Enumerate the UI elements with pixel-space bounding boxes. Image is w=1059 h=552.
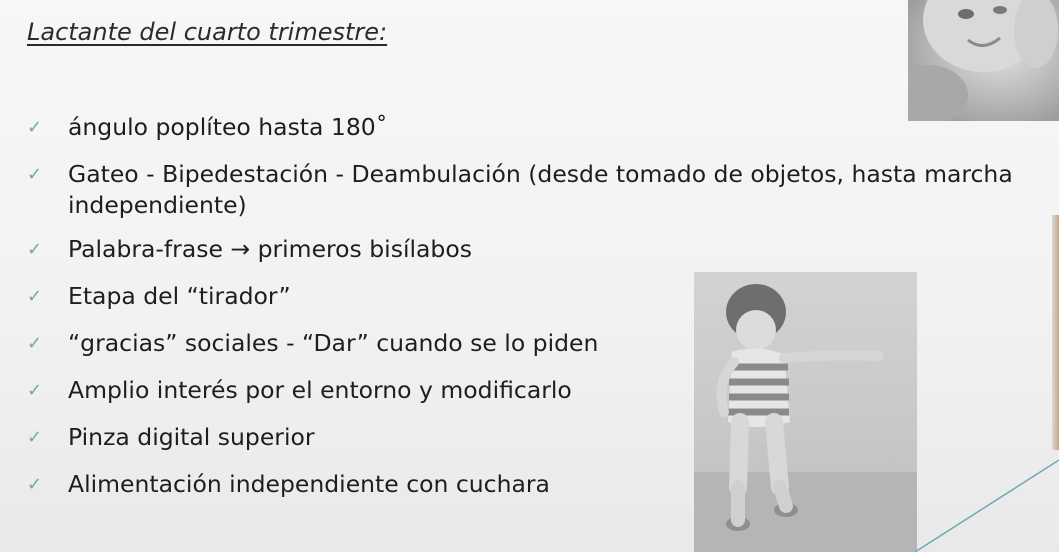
toddler-walking-photo <box>694 272 917 552</box>
list-item <box>27 234 1047 265</box>
checkmark-icon: ✓ <box>27 380 43 401</box>
decorative-accent-line <box>915 440 1059 552</box>
checkmark-icon: ✓ <box>27 117 43 138</box>
checkmark-icon: ✓ <box>27 286 43 307</box>
slide-title: Lactante del cuarto trimestre: <box>27 18 388 46</box>
list-item-text: Amplio interés por el entorno y modificarlo <box>68 376 572 404</box>
list-item <box>27 159 1047 221</box>
list-item-text: ángulo poplíteo hasta 180˚ <box>68 113 388 141</box>
checkmark-icon: ✓ <box>27 164 43 185</box>
list-item-text: Pinza digital superior <box>68 423 315 451</box>
list-item-text: Gateo - Bipedestación - Deambulación (desde tomado de objetos, hasta marcha independiente) <box>68 160 1013 219</box>
list-item-text: “gracias” sociales - “Dar” cuando se lo piden <box>68 329 599 357</box>
baby-photo-top <box>908 0 1059 121</box>
photo-edge-strip <box>1052 215 1059 450</box>
list-item-text: Etapa del “tirador” <box>68 282 291 310</box>
checkmark-icon: ✓ <box>27 427 43 448</box>
list-item <box>27 112 1047 143</box>
checkmark-icon: ✓ <box>27 333 43 354</box>
list-item-text: Palabra-frase → primeros bisílabos <box>68 235 472 263</box>
checkmark-icon: ✓ <box>27 239 43 260</box>
list-item-text: Alimentación independiente con cuchara <box>68 470 550 498</box>
checkmark-icon: ✓ <box>27 474 43 495</box>
